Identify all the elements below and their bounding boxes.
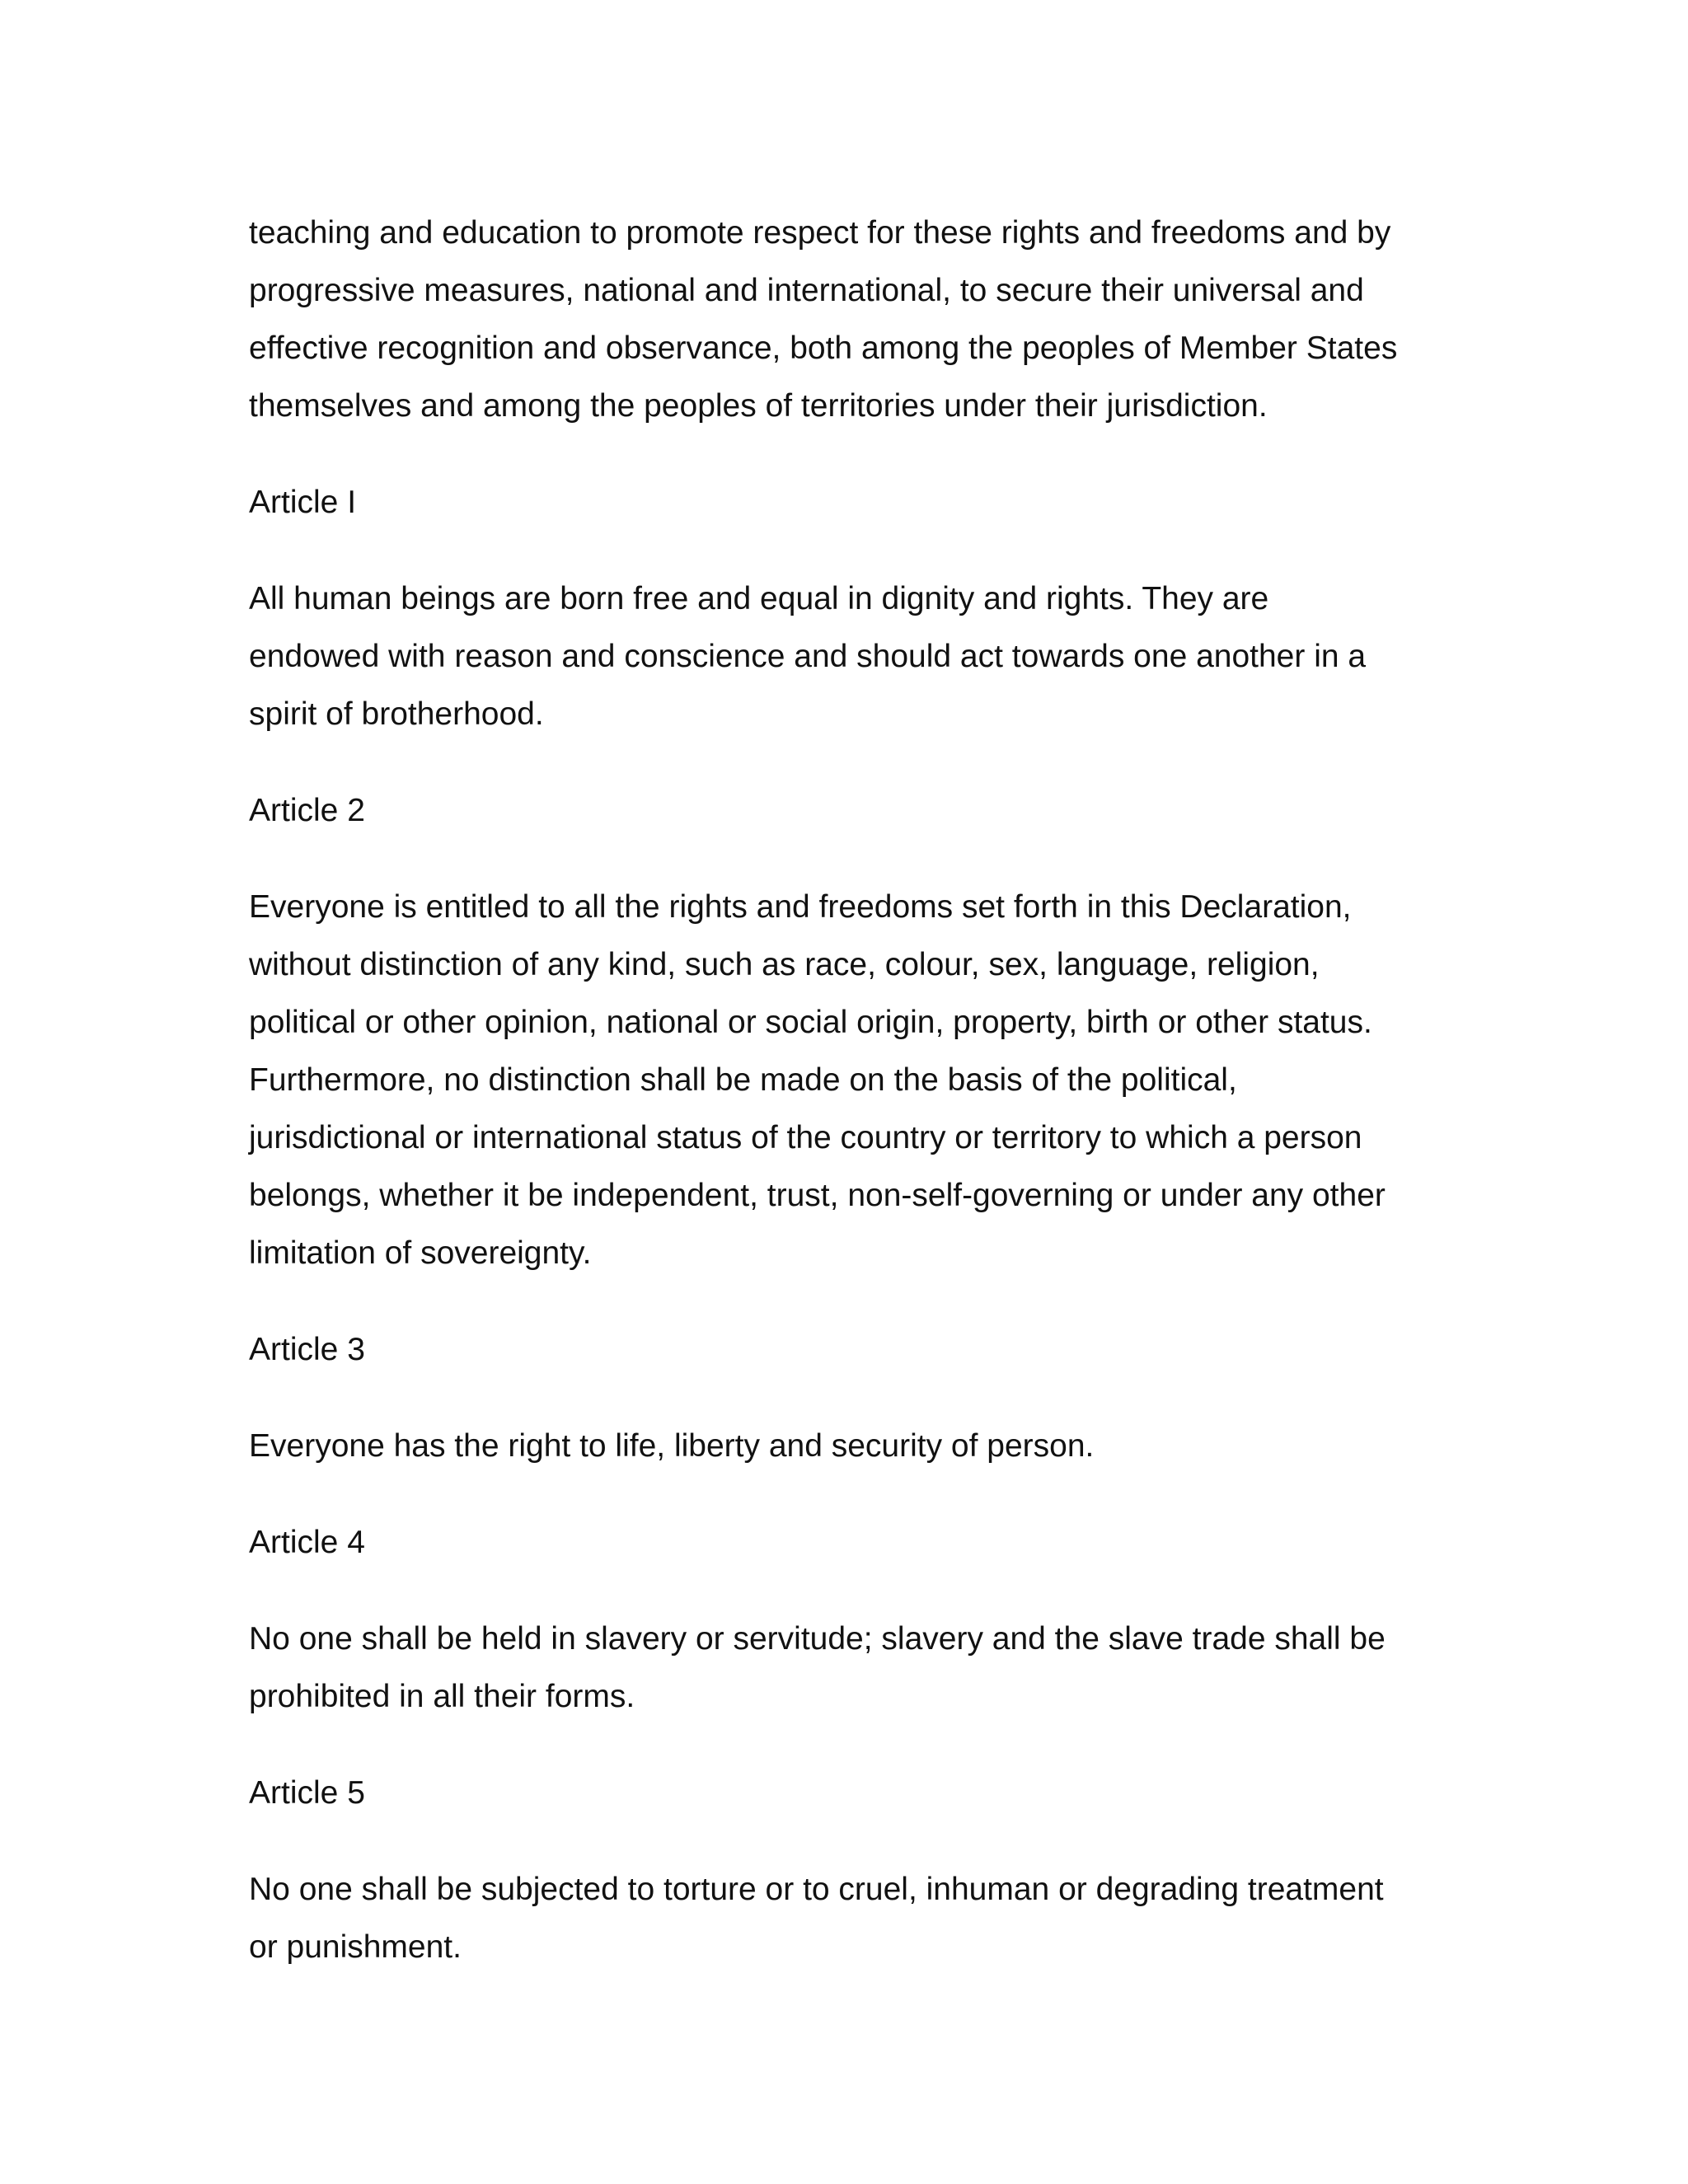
article-text: No one shall be held in slavery or servitude; slavery and the slave trade shall be prohibited in all their forms. xyxy=(249,1621,1386,1714)
article-text: Everyone has the right to life, liberty and security of person. xyxy=(249,1428,1095,1464)
article-heading: Article 3 xyxy=(249,1332,365,1367)
article-text: All human beings are born free and equal in dignity and rights. They are endowed with reason and conscience and should act towards one another in a spirit of brotherhood. xyxy=(249,581,1367,732)
document-body xyxy=(249,204,1452,1976)
article-heading: Article 4 xyxy=(249,1525,365,1560)
article-heading: Article 5 xyxy=(249,1775,365,1811)
article-heading: Article 2 xyxy=(249,793,365,828)
article-text: No one shall be subjected to torture or to cruel, inhuman or degrading treatment or punishment. xyxy=(249,1872,1384,1965)
article-text: Everyone is entitled to all the rights and freedoms set forth in this Declaration, without distinction of any kind, such as race, colour, sex, language, religion, political or other opinion, national or social origin, property, birth or other status. Furthermore, no distinction shall be made on the basis of the political, jurisdictional or international status of the country or territory to which a person belongs, whether it be independent, trust, non-self-governing or under any other limitation of sovereignty. xyxy=(249,889,1386,1271)
article-heading: Article I xyxy=(249,485,357,520)
intro-paragraph: teaching and education to promote respect for these rights and freedoms and by progressive measures, national and international, to secure their universal and effective recognition and observance, both among the peoples of Member States themselves and among the peoples of territories under their jurisdiction. xyxy=(249,215,1398,424)
